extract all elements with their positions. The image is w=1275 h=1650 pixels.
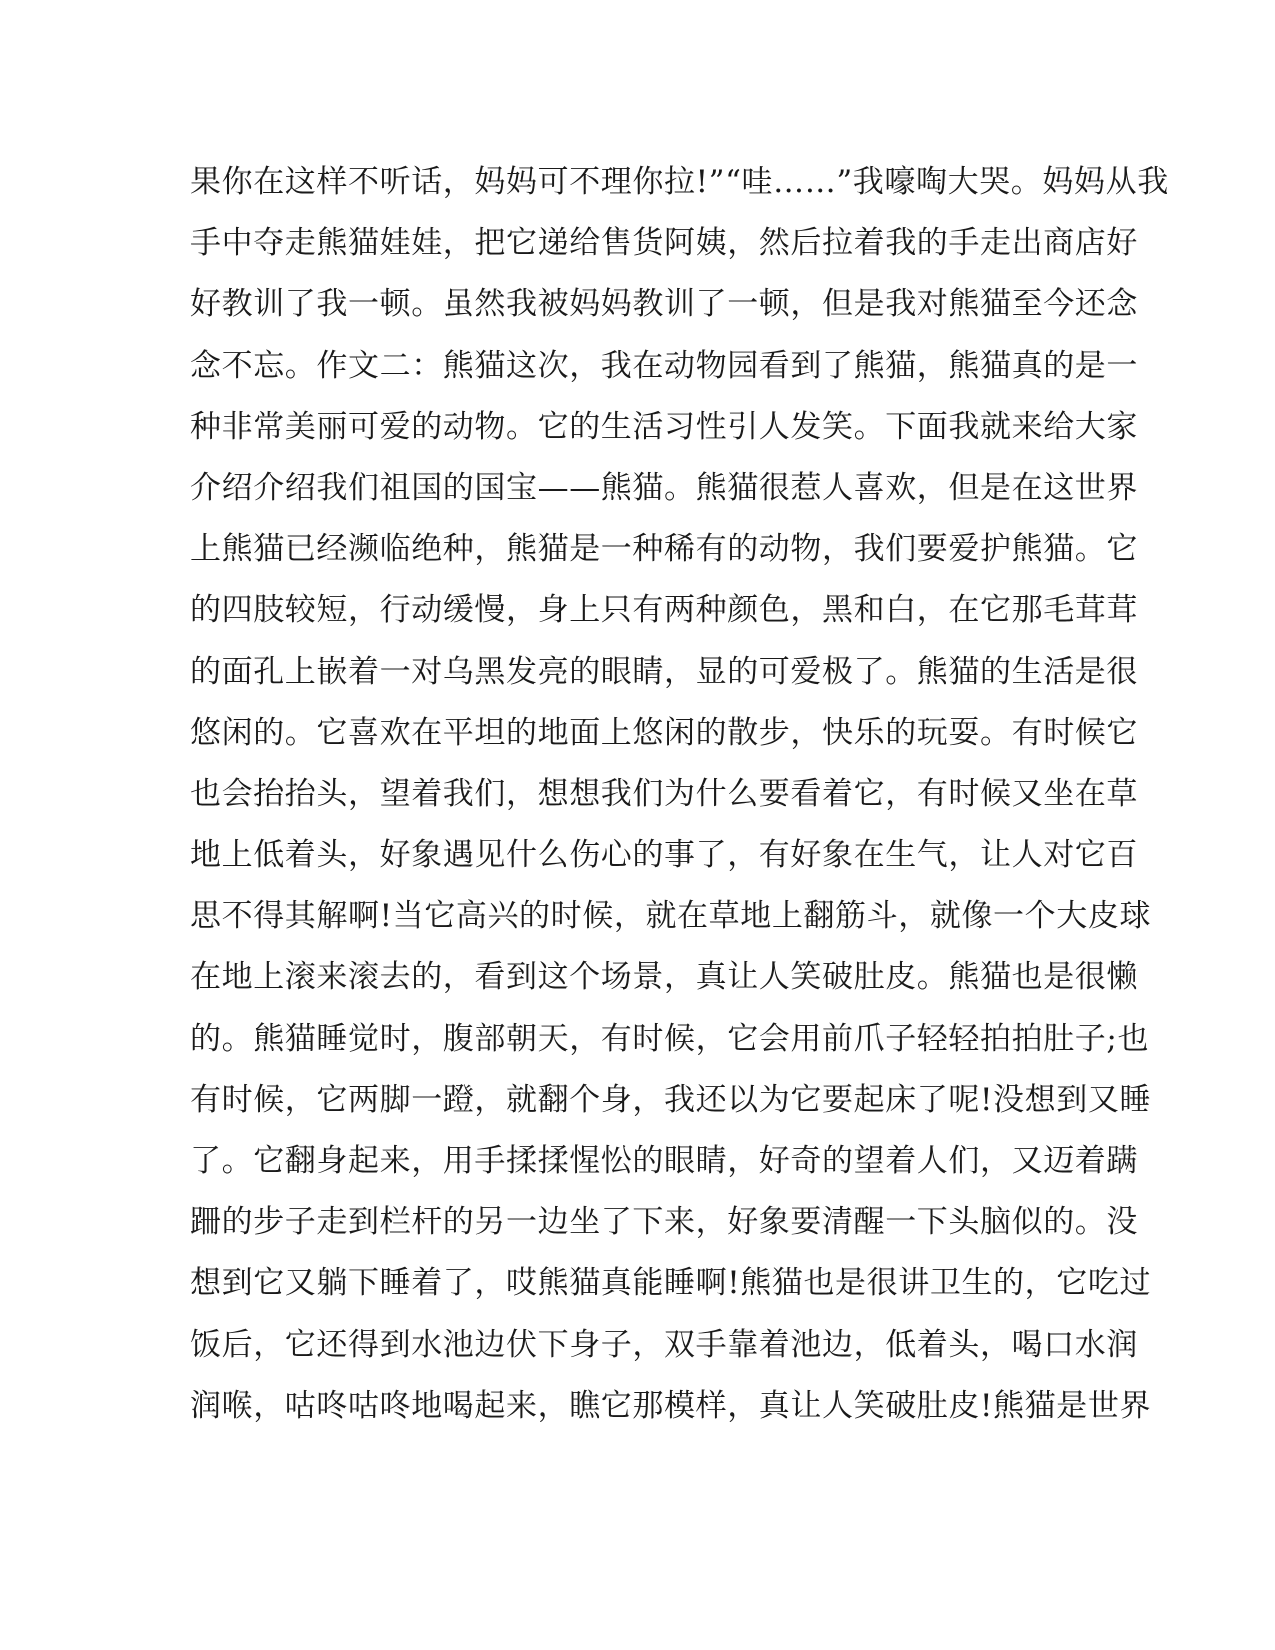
text-line: 好教训了我一顿。虽然我被妈妈教训了一顿，但是我对熊猫至今还念: [190, 286, 1138, 323]
text-line: 的四肢较短，行动缓慢，身上只有两种颜色，黑和白，在它那毛茸茸: [190, 592, 1138, 629]
text-line: 饭后，它还得到水池边伏下身子，双手靠着池边，低着头，喝口水润: [190, 1326, 1138, 1363]
text-line: 有时候，它两脚一蹬，就翻个身，我还以为它要起床了呢!没想到又睡: [190, 1081, 1152, 1118]
text-line: 想到它又躺下睡着了，哎熊猫真能睡啊!熊猫也是很讲卫生的，它吃过: [190, 1265, 1152, 1302]
text-line: 种非常美丽可爱的动物。它的生活习性引人发笑。下面我就来给大家: [190, 408, 1138, 445]
text-line: 的面孔上嵌着一对乌黑发亮的眼睛，显的可爱极了。熊猫的生活是很: [190, 653, 1138, 690]
text-line: 的。熊猫睡觉时，腹部朝天，有时候，它会用前爪子轻轻拍拍肚子;也: [190, 1020, 1150, 1057]
body-text: [190, 162, 1169, 1447]
text-line: 地上低着头，好象遇见什么伤心的事了，有好象在生气，让人对它百: [190, 837, 1138, 874]
text-line: 润喉，咕咚咕咚地喝起来，瞧它那模样，真让人笑破肚皮!熊猫是世界: [190, 1387, 1152, 1424]
text-line: 上熊猫已经濒临绝种，熊猫是一种稀有的动物，我们要爱护熊猫。它: [190, 531, 1138, 568]
text-line: 也会抬抬头，望着我们，想想我们为什么要看着它，有时候又坐在草: [190, 775, 1138, 812]
text-line: 手中夺走熊猫娃娃，把它递给售货阿姨，然后拉着我的手走出商店好: [190, 225, 1138, 262]
text-line: 念不忘。作文二：熊猫这次，我在动物园看到了熊猫，熊猫真的是一: [190, 347, 1138, 384]
text-line: 跚的步子走到栏杆的另一边坐了下来，好象要清醒一下头脑似的。没: [190, 1204, 1138, 1241]
text-line: 介绍介绍我们祖国的国宝——熊猫。熊猫很惹人喜欢，但是在这世界: [190, 469, 1138, 506]
text-line: 果你在这样不听话，妈妈可不理你拉!”“哇……”我嚎啕大哭。妈妈从我: [190, 164, 1169, 200]
text-line: 悠闲的。它喜欢在平坦的地面上悠闲的散步，快乐的玩耍。有时候它: [190, 714, 1138, 751]
text-line: 了。它翻身起来，用手揉揉惺忪的眼睛，好奇的望着人们，又迈着蹒: [190, 1143, 1138, 1179]
text-line: 思不得其解啊!当它高兴的时候，就在草地上翻筋斗，就像一个大皮球: [190, 898, 1152, 935]
text-line: 在地上滚来滚去的，看到这个场景，真让人笑破肚皮。熊猫也是很懒: [190, 959, 1138, 996]
